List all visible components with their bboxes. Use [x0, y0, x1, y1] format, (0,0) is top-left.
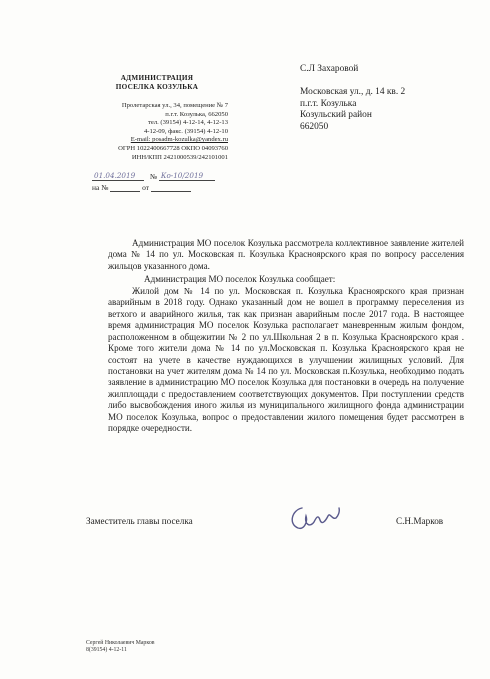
sender-email[interactable]: E-mail: posadm-kozulka@yandex.ru [130, 136, 228, 144]
reply-to-prefix: на № [92, 183, 109, 192]
sender-address-line: ОГРН 1022400667728 ОКПО 04093760 [118, 144, 228, 152]
executor-name: Сергей Николаевич Марков [86, 640, 155, 646]
signature-title: Заместитель главы поселка [86, 516, 193, 526]
reference-date: 01.04.2019 [94, 171, 136, 180]
sender-address-line: ИНН/КПП 2421000539/242101001 [131, 153, 228, 161]
recipient-address-line: 662050 [300, 122, 329, 133]
recipient-name: С.Л Захаровой [300, 64, 359, 74]
sender-org-line2: ПОСЕЛКА КОЗУЛЬКА [115, 83, 199, 91]
body-paragraph: Администрация МО поселок Козулька сообщает: [144, 274, 336, 285]
body-paragraph: Жилой дом № 14 по ул. Московская п. Козулька Красноярского края признан аварийным в 2018 году. Однако указанный дом не вошел в программу переселения из ветхого и аварийного жилья, так как признан аварийным после 2017 года. В настоящее время администрация МО поселок Козулька располагает маневренным жилым фондом, расположенном в общежитии № 2 по ул.Школьная 2 в п. Козулька Красноярского края . Кроме того жители дома № 14 по ул.Московская п. Козулька Красноярского края не состоят на учете в качестве нуждающихся в улучшении жилищных условий. Для постановки на учет жителям дома № 14 по ул. Московская п.Козулька, необходимо подать заявление в администрацию МО поселок Козулька для постановки в очередь на получение жилплощади с предоставлением соответствующих документов. При поступлении средств либо высвобождения иного жилья из муниципального жилищного фонда администрации МО поселок Козулька, вопрос о предоставлении жилого помещения будет рассмотрен в порядке очередности. [108, 285, 464, 434]
reference-number-prefix: № [149, 172, 158, 181]
recipient-address-line: Козульский район [300, 110, 372, 121]
sender-address-line: тел. (39154) 4-12-14, 4-12-13 [148, 119, 228, 127]
letter-body [108, 238, 464, 435]
reference-date-line [92, 172, 232, 183]
executor-phone: 8(39154) 4-12-11 [86, 647, 127, 654]
handwritten-signature [284, 498, 344, 538]
recipient-block [300, 64, 480, 134]
sender-address-line: Пролетарская ул., 34, помещение № 7 [121, 102, 228, 109]
reference-number: Ко-10/2019 [160, 171, 204, 180]
sender-address-line: 4-12-09, факс. (39154) 4-12-10 [143, 127, 228, 135]
sender-block [82, 74, 232, 162]
reply-from: от [142, 183, 150, 192]
signature-name: С.Н.Марков [396, 516, 444, 526]
sender-address [82, 102, 232, 162]
sender-org-line1: АДМИНИСТРАЦИЯ [120, 74, 194, 82]
sender-address-line: п.г.т. Козулька, 662050 [165, 110, 228, 118]
reference-block [92, 172, 232, 194]
recipient-address-line: п.г.т. Козулька [300, 98, 357, 109]
reply-reference-line [92, 183, 232, 194]
executor-footer [86, 640, 155, 655]
recipient-address-line: Московская ул., д. 14 кв. 2 [300, 86, 406, 97]
body-paragraph: Администрация МО поселок Козулька рассмотрела коллективное заявление жителей дома № 14 по ул. Московская п. Козулька Красноярского края по вопросу расселения жильцов указанного дома. [108, 238, 464, 271]
